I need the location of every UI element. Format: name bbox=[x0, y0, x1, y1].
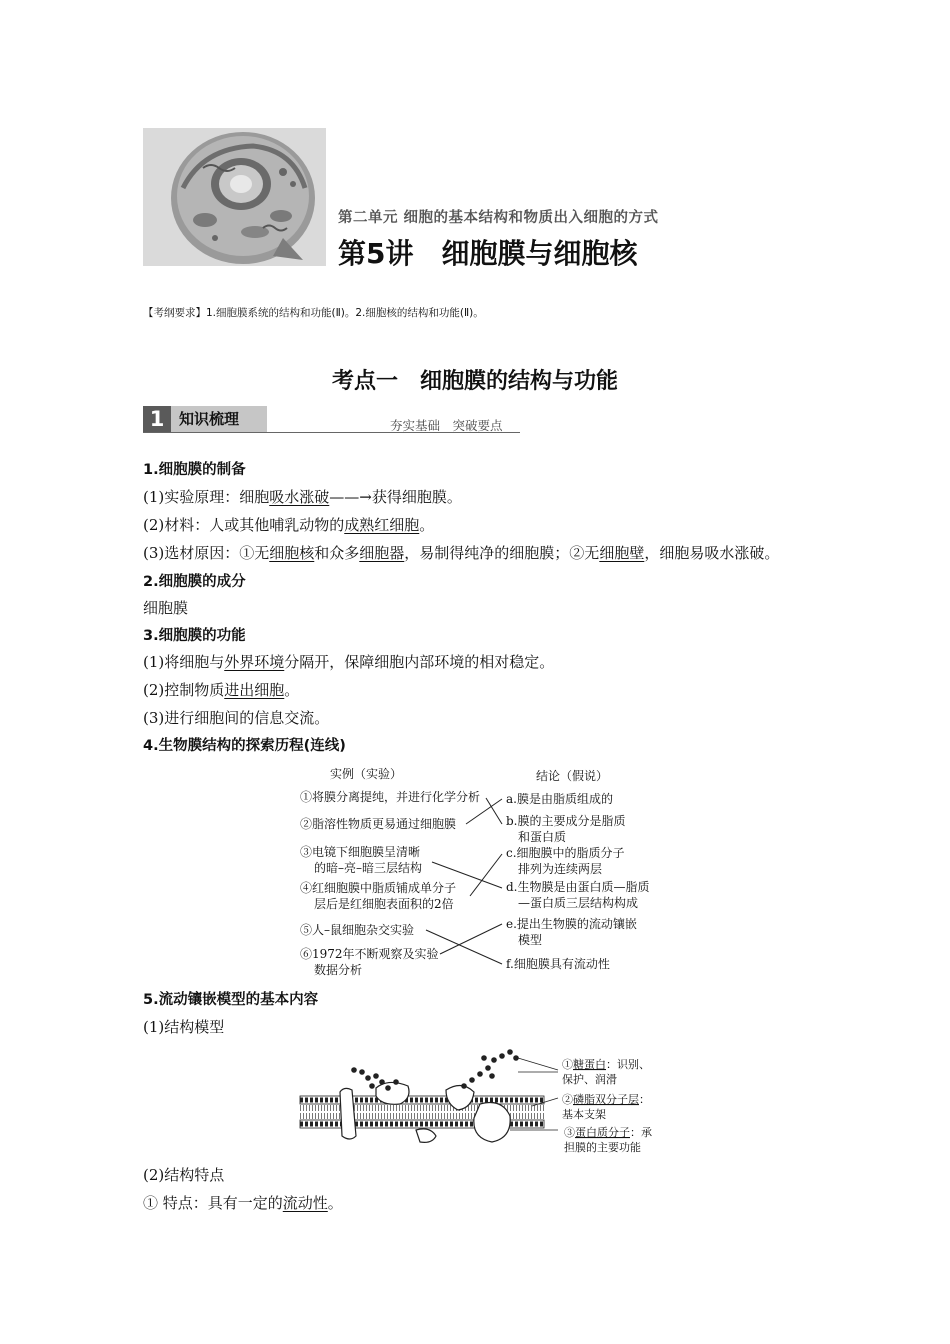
heading-membrane-components: 2.细胞膜的成分 bbox=[143, 574, 246, 590]
left-item-1-line1: ①将膜分离提纯，并进行化学分析 bbox=[300, 790, 481, 804]
left-header: 实例（实验） bbox=[330, 767, 403, 781]
line-structure-feature: (2)结构特点 bbox=[143, 1166, 225, 1184]
left-item-6-line2: 数据分析 bbox=[314, 963, 363, 977]
heading-exploration-history: 4.生物膜结构的探索历程(连线) bbox=[143, 738, 346, 754]
section-subtitle: 夯实基础 突破要点 bbox=[390, 418, 503, 433]
right-item-d-line2: —蛋白质三层结构构成 bbox=[518, 896, 639, 910]
link-6-e bbox=[440, 924, 502, 954]
line-structure-model: (1)结构模型 bbox=[143, 1018, 225, 1036]
unit-title: 第二单元 细胞的基本结构和物质出入细胞的方式 bbox=[338, 209, 659, 226]
leader-lines bbox=[510, 1058, 558, 1130]
glycoprotein-label-line1: ①糖蛋白：识别、 bbox=[562, 1058, 650, 1071]
glycoprotein-label-line2: 保护、润滑 bbox=[562, 1073, 617, 1086]
right-item-e-line1: e.提出生物膜的流动镶嵌 bbox=[506, 917, 637, 931]
right-item-e-line2: 模型 bbox=[518, 933, 543, 947]
bilayer-label-line1: ②磷脂双分子层： bbox=[562, 1093, 650, 1106]
right-item-c-line1: c.细胞膜中的脂质分子 bbox=[506, 846, 625, 860]
left-item-5-line1: ⑤人–鼠细胞杂交实验 bbox=[300, 923, 415, 937]
left-item-3-line1: ③电镜下细胞膜呈清晰 bbox=[300, 845, 421, 859]
section-label: 知识梳理 bbox=[171, 406, 267, 432]
fluid-mosaic-diagram bbox=[296, 1046, 676, 1158]
cell-illustration-svg bbox=[143, 128, 326, 266]
lecture-title: 第5讲 细胞膜与细胞核 bbox=[338, 237, 638, 270]
line-function-2: (2)控制物质进出细胞。 bbox=[143, 681, 300, 699]
membrane-proteins bbox=[340, 1082, 510, 1142]
line-feature-fluidity: ① 特点：具有一定的流动性。 bbox=[143, 1194, 343, 1212]
right-item-a-line1: a.膜是由脂质组成的 bbox=[506, 792, 613, 806]
line-principle: (1)实验原理：细胞吸水涨破——→获得细胞膜。 bbox=[143, 488, 462, 506]
right-item-b-line2: 和蛋白质 bbox=[518, 830, 567, 844]
link-4-c bbox=[470, 854, 502, 896]
heading-membrane-functions: 3.细胞膜的功能 bbox=[143, 628, 246, 644]
topic-title: 考点一 细胞膜的结构与功能 bbox=[331, 368, 618, 394]
exam-requirements: 【考纲要求】1.细胞膜系统的结构和功能(Ⅱ)。2.细胞核的结构和功能(Ⅱ)。 bbox=[143, 307, 484, 319]
right-item-c-line2: 排列为连续两层 bbox=[518, 862, 603, 876]
glycoprotein-chains bbox=[351, 1049, 519, 1091]
matching-diagram bbox=[290, 762, 670, 982]
line-function-1: (1)将细胞与外界环境分隔开，保障细胞内部环境的相对稳定。 bbox=[143, 653, 555, 671]
left-item-4-line2: 层后是红细胞表面积的2倍 bbox=[314, 897, 454, 911]
heading-membrane-preparation: 1.细胞膜的制备 bbox=[143, 462, 246, 478]
line-membrane: 细胞膜 bbox=[143, 599, 189, 617]
left-item-2-line1: ②脂溶性物质更易通过细胞膜 bbox=[300, 817, 457, 831]
line-material: (2)材料：人或其他哺乳动物的成熟红细胞。 bbox=[143, 516, 435, 534]
right-header: 结论（假说） bbox=[536, 769, 609, 783]
line-reason: (3)选材原因：①无细胞核和众多细胞器，易制得纯净的细胞膜；②无细胞壁，细胞易吸水涨破。 bbox=[143, 544, 780, 562]
right-item-d-line1: d.生物膜是由蛋白质—脂质 bbox=[506, 880, 650, 894]
link-1-b bbox=[486, 798, 502, 824]
protein-label-line1: ③蛋白质分子：承 bbox=[564, 1126, 652, 1139]
left-item-6-line1: ⑥1972年不断观察及实验 bbox=[300, 947, 439, 961]
right-item-b-line1: b.膜的主要成分是脂质 bbox=[506, 814, 626, 828]
section-number: 1 bbox=[143, 406, 171, 432]
protein-label-line2: 担膜的主要功能 bbox=[564, 1141, 641, 1154]
left-item-3-line2: 的暗–亮–暗三层结构 bbox=[314, 861, 423, 875]
heading-fluid-mosaic: 5.流动镶嵌模型的基本内容 bbox=[143, 992, 319, 1008]
left-item-4-line1: ④红细胞膜中脂质铺成单分子 bbox=[300, 881, 457, 895]
bilayer-label-line2: 基本支架 bbox=[562, 1108, 606, 1121]
cell-illustration bbox=[143, 128, 326, 266]
line-function-3: (3)进行细胞间的信息交流。 bbox=[143, 709, 330, 727]
right-item-f-line1: f.细胞膜具有流动性 bbox=[506, 957, 610, 971]
